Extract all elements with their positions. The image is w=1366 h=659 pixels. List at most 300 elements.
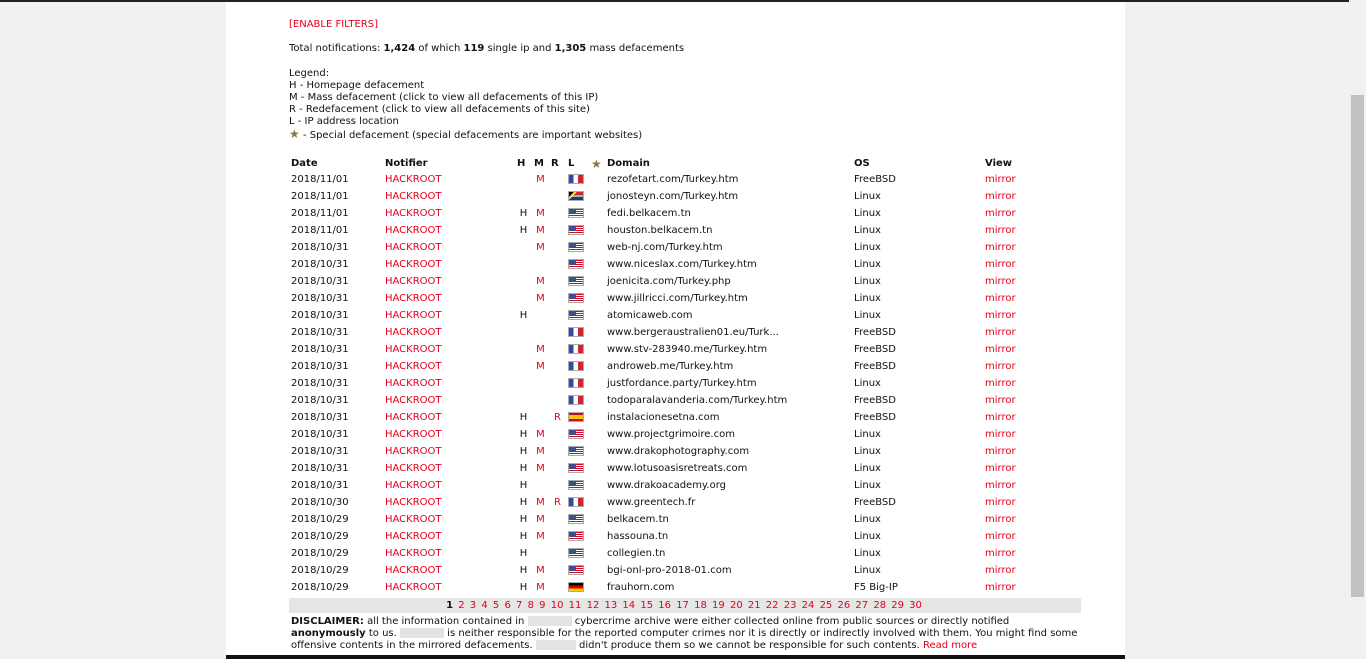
row-mirror-link[interactable]: mirror [985, 242, 1016, 253]
row-homepage-flag [515, 290, 532, 307]
row-location [566, 222, 589, 239]
table-row [289, 477, 1085, 494]
page-link[interactable]: 16 [658, 600, 671, 611]
row-mass-link[interactable]: M [536, 361, 545, 372]
row-location [566, 545, 589, 562]
legend-title: Legend: [289, 68, 330, 79]
row-mass-link[interactable]: M [536, 446, 545, 457]
page-link[interactable]: 12 [586, 600, 600, 611]
row-homepage-flag [515, 273, 532, 290]
row-special [589, 545, 605, 562]
star-icon: ★ [591, 156, 602, 171]
row-mirror-link[interactable]: mirror [985, 293, 1016, 304]
row-domain: www.niceslax.com/Turkey.htm [607, 259, 757, 270]
row-mirror-link[interactable]: mirror [985, 446, 1016, 457]
row-location [566, 341, 589, 358]
row-notifier-link[interactable]: HACKROOT [385, 582, 442, 593]
row-domain: www.jillricci.com/Turkey.htm [607, 293, 748, 304]
row-redeface-link[interactable]: R [554, 497, 561, 508]
flag-us-icon [568, 242, 584, 252]
row-location [566, 273, 589, 290]
page-link[interactable]: 4 [481, 600, 488, 611]
table-row [289, 375, 1085, 392]
page-current: 1 [446, 600, 454, 611]
row-location [566, 528, 589, 545]
row-mass-link[interactable]: M [536, 531, 545, 542]
row-date: 2018/10/31 [291, 446, 349, 457]
summary-total: 1,424 [383, 43, 416, 54]
row-domain: todoparalavanderia.com/Turkey.htm [607, 395, 788, 406]
row-domain: fedi.belkacem.tn [607, 208, 691, 219]
page-link[interactable]: 3 [469, 600, 477, 611]
row-date: 2018/10/31 [291, 463, 349, 474]
row-mirror-link[interactable]: mirror [985, 225, 1016, 236]
row-mass-link[interactable]: M [536, 293, 545, 304]
row-notifier-link[interactable]: HACKROOT [385, 531, 442, 542]
row-os: Linux [854, 446, 881, 457]
row-date: 2018/10/31 [291, 412, 349, 423]
row-special [589, 392, 605, 409]
row-notifier-link[interactable]: HACKROOT [385, 412, 442, 423]
row-location [566, 409, 589, 426]
row-location [566, 171, 589, 188]
table-row [289, 562, 1085, 579]
row-mirror-link[interactable]: mirror [985, 327, 1016, 338]
table-row [289, 443, 1085, 460]
row-location [566, 324, 589, 341]
row-date: 2018/10/31 [291, 361, 349, 372]
row-domain: androweb.me/Turkey.htm [607, 361, 734, 372]
row-notifier-link[interactable]: HACKROOT [385, 565, 442, 576]
row-special [589, 205, 605, 222]
row-os: Linux [854, 208, 881, 219]
page-link[interactable]: 23 [783, 600, 797, 611]
row-redeface-link[interactable]: R [554, 412, 561, 423]
row-homepage-flag: H [519, 548, 528, 559]
row-notifier-link[interactable]: HACKROOT [385, 191, 442, 202]
row-date: 2018/10/29 [291, 565, 349, 576]
page-link[interactable]: 21 [747, 600, 761, 611]
row-domain: justfordance.party/Turkey.htm [607, 378, 757, 389]
row-mirror-link[interactable]: mirror [985, 174, 1016, 185]
enable-filters-link[interactable]: [ENABLE FILTERS] [289, 19, 378, 30]
page-link[interactable]: 15 [640, 600, 654, 611]
flag-us-icon [568, 259, 584, 269]
pagination [289, 598, 1081, 613]
row-homepage-flag [515, 341, 532, 358]
row-homepage-flag [515, 358, 532, 375]
table-row [289, 545, 1085, 562]
row-mass-link[interactable]: M [536, 344, 545, 355]
row-redeface-link[interactable] [549, 307, 566, 324]
row-domain: www.drakoacademy.org [607, 480, 727, 491]
row-date: 2018/10/31 [291, 429, 349, 440]
row-os: Linux [854, 429, 881, 440]
row-domain: www.drakophotography.com [607, 446, 750, 457]
table-row [289, 239, 1085, 256]
row-mass-link[interactable] [532, 256, 549, 273]
flag-us-icon [568, 514, 584, 524]
legend [289, 68, 642, 142]
row-mirror-link[interactable]: mirror [985, 480, 1016, 491]
summary-text: single ip and [484, 43, 555, 54]
row-location [566, 460, 589, 477]
page-link[interactable]: 19 [712, 600, 725, 611]
row-os: Linux [854, 276, 881, 287]
row-mirror-link[interactable]: mirror [985, 429, 1016, 440]
row-domain: bgi-onl-pro-2018-01.com [607, 565, 732, 576]
row-location [566, 290, 589, 307]
table-row [289, 426, 1085, 443]
header-h: H [517, 158, 526, 169]
row-homepage-flag: H [519, 565, 528, 576]
row-special [589, 290, 605, 307]
row-domain: www.lotusoasisretreats.com [607, 463, 748, 474]
row-homepage-flag [515, 324, 532, 341]
row-mass-link[interactable]: M [536, 497, 545, 508]
row-homepage-flag: H [519, 412, 528, 423]
row-domain: hassouna.tn [607, 531, 669, 542]
row-mass-link[interactable]: M [536, 174, 545, 185]
disclaimer-anonymously: anonymously [291, 628, 366, 639]
row-location [566, 477, 589, 494]
row-notifier-link[interactable]: HACKROOT [385, 174, 442, 185]
page-link[interactable]: 30 [909, 600, 922, 611]
row-date: 2018/10/31 [291, 378, 349, 389]
row-os: Linux [854, 531, 881, 542]
table-row [289, 222, 1085, 239]
row-date: 2018/10/31 [291, 480, 349, 491]
row-date: 2018/11/01 [291, 225, 349, 236]
row-special [589, 477, 605, 494]
row-redeface-link[interactable] [549, 511, 566, 528]
row-notifier-link[interactable]: HACKROOT [385, 480, 442, 491]
row-redeface-link[interactable] [549, 460, 566, 477]
row-notifier-link[interactable]: HACKROOT [385, 395, 442, 406]
row-redeface-link[interactable] [549, 443, 566, 460]
row-os: Linux [854, 480, 881, 491]
row-notifier-link[interactable]: HACKROOT [385, 293, 442, 304]
row-os: Linux [854, 565, 881, 576]
row-mirror-link[interactable]: mirror [985, 276, 1016, 287]
row-redeface-link[interactable] [549, 222, 566, 239]
row-homepage-flag [515, 188, 532, 205]
row-special [589, 562, 605, 579]
row-notifier-link[interactable]: HACKROOT [385, 497, 442, 508]
row-redeface-link[interactable] [549, 256, 566, 273]
row-os: Linux [854, 225, 881, 236]
row-mass-link[interactable]: M [536, 208, 545, 219]
row-os: Linux [854, 378, 881, 389]
row-notifier-link[interactable]: HACKROOT [385, 344, 442, 355]
table-row [289, 460, 1085, 477]
redacted-name [536, 640, 576, 650]
table-row [289, 579, 1085, 596]
table-row [289, 256, 1085, 273]
row-os: FreeBSD [854, 412, 896, 423]
flag-us-icon [568, 293, 584, 303]
row-mirror-link[interactable]: mirror [985, 208, 1016, 219]
row-homepage-flag: H [519, 531, 528, 542]
row-mass-link[interactable] [532, 477, 549, 494]
header-notifier[interactable]: Notifier [385, 158, 428, 169]
row-mirror-link[interactable]: mirror [985, 514, 1016, 525]
table-row [289, 273, 1085, 290]
row-notifier-link[interactable]: HACKROOT [385, 208, 442, 219]
page-link[interactable]: 20 [729, 600, 743, 611]
row-mirror-link[interactable]: mirror [985, 378, 1016, 389]
row-notifier-link[interactable]: HACKROOT [385, 361, 442, 372]
row-redeface-link[interactable] [549, 562, 566, 579]
row-homepage-flag: H [519, 480, 528, 491]
table-row [289, 188, 1085, 205]
row-mirror-link[interactable]: mirror [985, 412, 1016, 423]
row-os: Linux [854, 259, 881, 270]
page-link[interactable]: 7 [516, 600, 523, 611]
row-domain: www.projectgrimoire.com [607, 429, 735, 440]
row-os: Linux [854, 463, 881, 474]
row-notifier-link[interactable]: HACKROOT [385, 225, 442, 236]
row-notifier-link[interactable]: HACKROOT [385, 276, 442, 287]
row-mass-link[interactable] [532, 392, 549, 409]
row-location [566, 239, 589, 256]
row-notifier-link[interactable]: HACKROOT [385, 463, 442, 474]
flag-us-icon [568, 225, 584, 235]
table-row [289, 392, 1085, 409]
page-links [454, 600, 923, 611]
row-special [589, 171, 605, 188]
row-os: FreeBSD [854, 174, 896, 185]
header-os[interactable]: OS [854, 158, 870, 169]
redacted-name [528, 616, 572, 626]
page-link[interactable]: 5 [492, 600, 500, 611]
row-redeface-link[interactable] [549, 545, 566, 562]
table-row [289, 171, 1085, 188]
row-homepage-flag [515, 392, 532, 409]
row-mass-link[interactable] [532, 188, 549, 205]
row-domain: frauhorn.com [607, 582, 675, 593]
row-redeface-link[interactable] [549, 375, 566, 392]
table-header-row [289, 156, 1085, 171]
page-link[interactable]: 11 [568, 600, 582, 611]
row-mass-link[interactable]: M [536, 225, 545, 236]
page-link[interactable]: 9 [539, 600, 546, 611]
legend-item: H - Homepage defacement [289, 80, 425, 91]
table-row [289, 341, 1085, 358]
row-mass-link[interactable] [532, 545, 549, 562]
row-notifier-link[interactable]: HACKROOT [385, 310, 442, 321]
row-os: F5 Big-IP [854, 582, 898, 593]
legend-item: L - IP address location [289, 116, 399, 127]
row-mass-link[interactable]: M [536, 242, 545, 253]
row-redeface-link[interactable] [549, 239, 566, 256]
page-link[interactable]: 14 [622, 600, 636, 611]
row-homepage-flag: H [519, 514, 528, 525]
row-domain: joenicita.com/Turkey.php [607, 276, 731, 287]
row-notifier-link[interactable]: HACKROOT [385, 327, 442, 338]
row-special [589, 188, 605, 205]
row-mirror-link[interactable]: mirror [985, 582, 1016, 593]
row-notifier-link[interactable]: HACKROOT [385, 446, 442, 457]
page-link[interactable]: 10 [550, 600, 564, 611]
table-body [289, 171, 1085, 596]
row-date: 2018/10/29 [291, 548, 349, 559]
row-location [566, 494, 589, 511]
row-homepage-flag: H [519, 310, 528, 321]
header-star [589, 156, 605, 171]
header-date[interactable]: Date [291, 158, 318, 169]
row-mass-link[interactable]: M [536, 463, 545, 474]
redacted-name [400, 628, 444, 638]
row-os: Linux [854, 514, 881, 525]
row-redeface-link[interactable] [549, 426, 566, 443]
row-mass-link[interactable]: M [536, 276, 545, 287]
row-homepage-flag [515, 171, 532, 188]
row-date: 2018/10/30 [291, 497, 349, 508]
row-redeface-link[interactable] [549, 528, 566, 545]
page-link[interactable]: 24 [801, 600, 815, 611]
table-row [289, 511, 1085, 528]
page-link[interactable]: 26 [837, 600, 851, 611]
row-mirror-link[interactable]: mirror [985, 310, 1016, 321]
page-link[interactable]: 29 [891, 600, 904, 611]
row-redeface-link[interactable] [549, 205, 566, 222]
row-location [566, 188, 589, 205]
row-notifier-link[interactable]: HACKROOT [385, 378, 442, 389]
row-mirror-link[interactable]: mirror [985, 548, 1016, 559]
row-location [566, 358, 589, 375]
row-mirror-link[interactable]: mirror [985, 531, 1016, 542]
row-special [589, 443, 605, 460]
row-mass-link[interactable]: M [536, 565, 545, 576]
flag-fr-icon [568, 174, 584, 184]
row-mirror-link[interactable]: mirror [985, 565, 1016, 576]
row-special [589, 222, 605, 239]
row-redeface-link[interactable] [549, 358, 566, 375]
row-special [589, 460, 605, 477]
row-special [589, 358, 605, 375]
flag-us-icon [568, 463, 584, 473]
row-os: FreeBSD [854, 395, 896, 406]
table-row [289, 307, 1085, 324]
row-notifier-link[interactable]: HACKROOT [385, 514, 442, 525]
row-mass-link[interactable]: M [536, 429, 545, 440]
disclaimer-label: DISCLAIMER: [291, 616, 364, 627]
row-notifier-link[interactable]: HACKROOT [385, 259, 442, 270]
row-mass-link[interactable] [532, 409, 549, 426]
row-special [589, 341, 605, 358]
row-special [589, 579, 605, 596]
row-mirror-link[interactable]: mirror [985, 259, 1016, 270]
row-date: 2018/10/31 [291, 259, 349, 270]
read-more-link[interactable]: Read more [922, 640, 978, 651]
row-mirror-link[interactable]: mirror [985, 395, 1016, 406]
page-link[interactable]: 6 [504, 600, 511, 611]
row-mirror-link[interactable]: mirror [985, 344, 1016, 355]
row-mirror-link[interactable]: mirror [985, 463, 1016, 474]
row-redeface-link[interactable] [549, 188, 566, 205]
row-notifier-link[interactable]: HACKROOT [385, 429, 442, 440]
row-homepage-flag [515, 256, 532, 273]
row-redeface-link[interactable] [549, 477, 566, 494]
row-mirror-link[interactable]: mirror [985, 497, 1016, 508]
row-redeface-link[interactable] [549, 579, 566, 596]
row-domain: houston.belkacem.tn [607, 225, 713, 236]
page-link[interactable]: 28 [873, 600, 887, 611]
row-mass-link[interactable]: M [536, 582, 545, 593]
row-redeface-link[interactable] [549, 392, 566, 409]
row-date: 2018/10/29 [291, 514, 349, 525]
row-special [589, 528, 605, 545]
row-redeface-link[interactable] [549, 273, 566, 290]
header-domain[interactable]: Domain [607, 158, 650, 169]
row-homepage-flag: H [519, 208, 528, 219]
row-redeface-link[interactable] [549, 171, 566, 188]
flag-us-icon [568, 310, 584, 320]
row-special [589, 409, 605, 426]
row-redeface-link[interactable] [549, 290, 566, 307]
table-row [289, 528, 1085, 545]
row-special [589, 239, 605, 256]
page-link[interactable]: 22 [765, 600, 779, 611]
row-special [589, 494, 605, 511]
flag-za-icon [568, 191, 584, 201]
row-date: 2018/11/01 [291, 174, 349, 185]
row-mass-link[interactable] [532, 324, 549, 341]
row-notifier-link[interactable]: HACKROOT [385, 548, 442, 559]
row-notifier-link[interactable]: HACKROOT [385, 242, 442, 253]
row-os: FreeBSD [854, 344, 896, 355]
row-mass-link[interactable]: M [536, 514, 545, 525]
page-link[interactable]: 18 [694, 600, 707, 611]
row-mirror-link[interactable]: mirror [985, 191, 1016, 202]
row-homepage-flag [515, 239, 532, 256]
header-view: View [985, 158, 1013, 169]
row-date: 2018/10/31 [291, 242, 349, 253]
row-os: Linux [854, 548, 881, 559]
page-link[interactable]: 8 [527, 600, 534, 611]
bottom-border [226, 655, 1125, 659]
page-link[interactable]: 2 [458, 600, 465, 611]
row-date: 2018/11/01 [291, 191, 349, 202]
row-mirror-link[interactable]: mirror [985, 361, 1016, 372]
page-link[interactable]: 27 [855, 600, 869, 611]
row-location [566, 205, 589, 222]
row-domain: jonosteyn.com/Turkey.htm [607, 191, 739, 202]
row-location [566, 375, 589, 392]
table-row [289, 494, 1085, 511]
flag-fr-icon [568, 344, 584, 354]
row-location [566, 256, 589, 273]
legend-item-special [289, 128, 642, 142]
row-mass-link[interactable] [532, 375, 549, 392]
legend-item: M - Mass defacement (click to view all defacements of this IP) [289, 92, 599, 103]
legend-item: R - Redefacement (click to view all defacements of this site) [289, 104, 590, 115]
flag-us-icon [568, 480, 584, 490]
summary-prefix: Total notifications: [289, 43, 384, 54]
header-r: R [551, 158, 559, 169]
row-mass-link[interactable] [532, 307, 549, 324]
row-redeface-link[interactable] [549, 324, 566, 341]
page-link[interactable]: 25 [819, 600, 833, 611]
row-redeface-link[interactable] [549, 341, 566, 358]
row-homepage-flag: H [519, 582, 528, 593]
row-location [566, 392, 589, 409]
scrollbar-thumb[interactable] [1351, 95, 1364, 597]
page-link[interactable]: 17 [676, 600, 689, 611]
row-date: 2018/10/31 [291, 310, 349, 321]
page-link[interactable]: 13 [604, 600, 618, 611]
